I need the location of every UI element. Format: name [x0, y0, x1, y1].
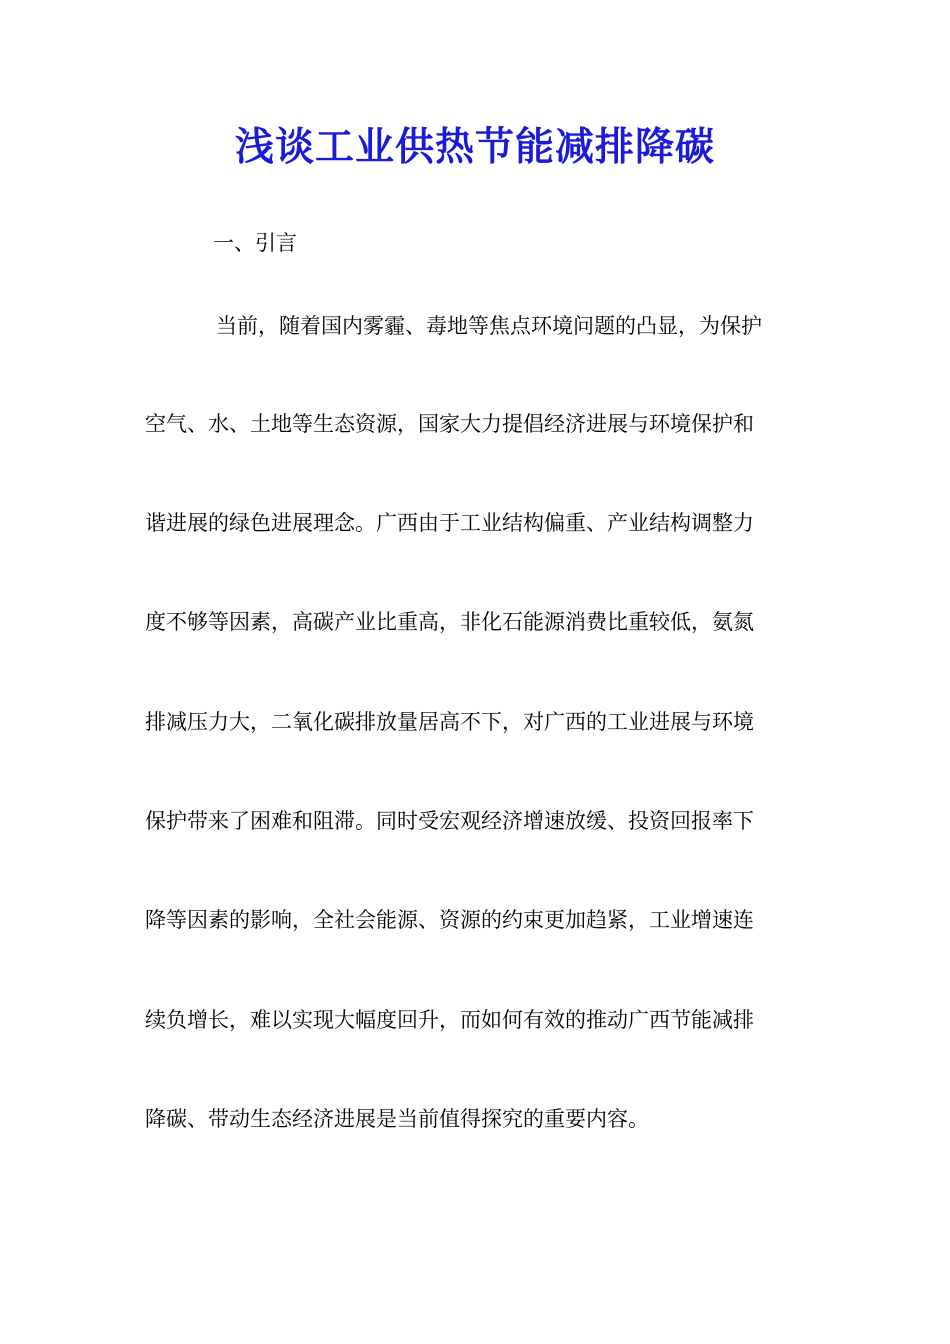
paragraph-line: 排减压力大，二氧化碳排放量居高不下，对广西的工业进展与环境	[145, 710, 754, 734]
paragraph-line: 保护带来了困难和阻滞。同时受宏观经济增速放缓、投资回报率下	[145, 809, 754, 833]
paragraph-line: 度不够等因素，高碳产业比重高，非化石能源消费比重较低，氨氮	[145, 610, 754, 634]
paragraph-line: 降等因素的影响，全社会能源、资源的约束更加趋紧，工业增速连	[145, 908, 754, 932]
paragraph-line: 续负增长，难以实现大幅度回升，而如何有效的推动广西节能减排	[145, 1008, 754, 1032]
paragraph-line: 当前，随着国内雾霾、毒地等焦点环境问题的凸显，为保护	[216, 314, 762, 338]
section-heading: 一、引言	[213, 231, 297, 255]
document-title: 浅谈工业供热节能减排降碳	[234, 125, 715, 170]
paragraph-line: 降碳、带动生态经济进展是当前值得探究的重要内容。	[145, 1107, 649, 1131]
paragraph-line: 空气、水、土地等生态资源，国家大力提倡经济进展与环境保护和	[145, 412, 754, 436]
paragraph-line: 谐进展的绿色进展理念。广西由于工业结构偏重、产业结构调整力	[145, 511, 754, 535]
